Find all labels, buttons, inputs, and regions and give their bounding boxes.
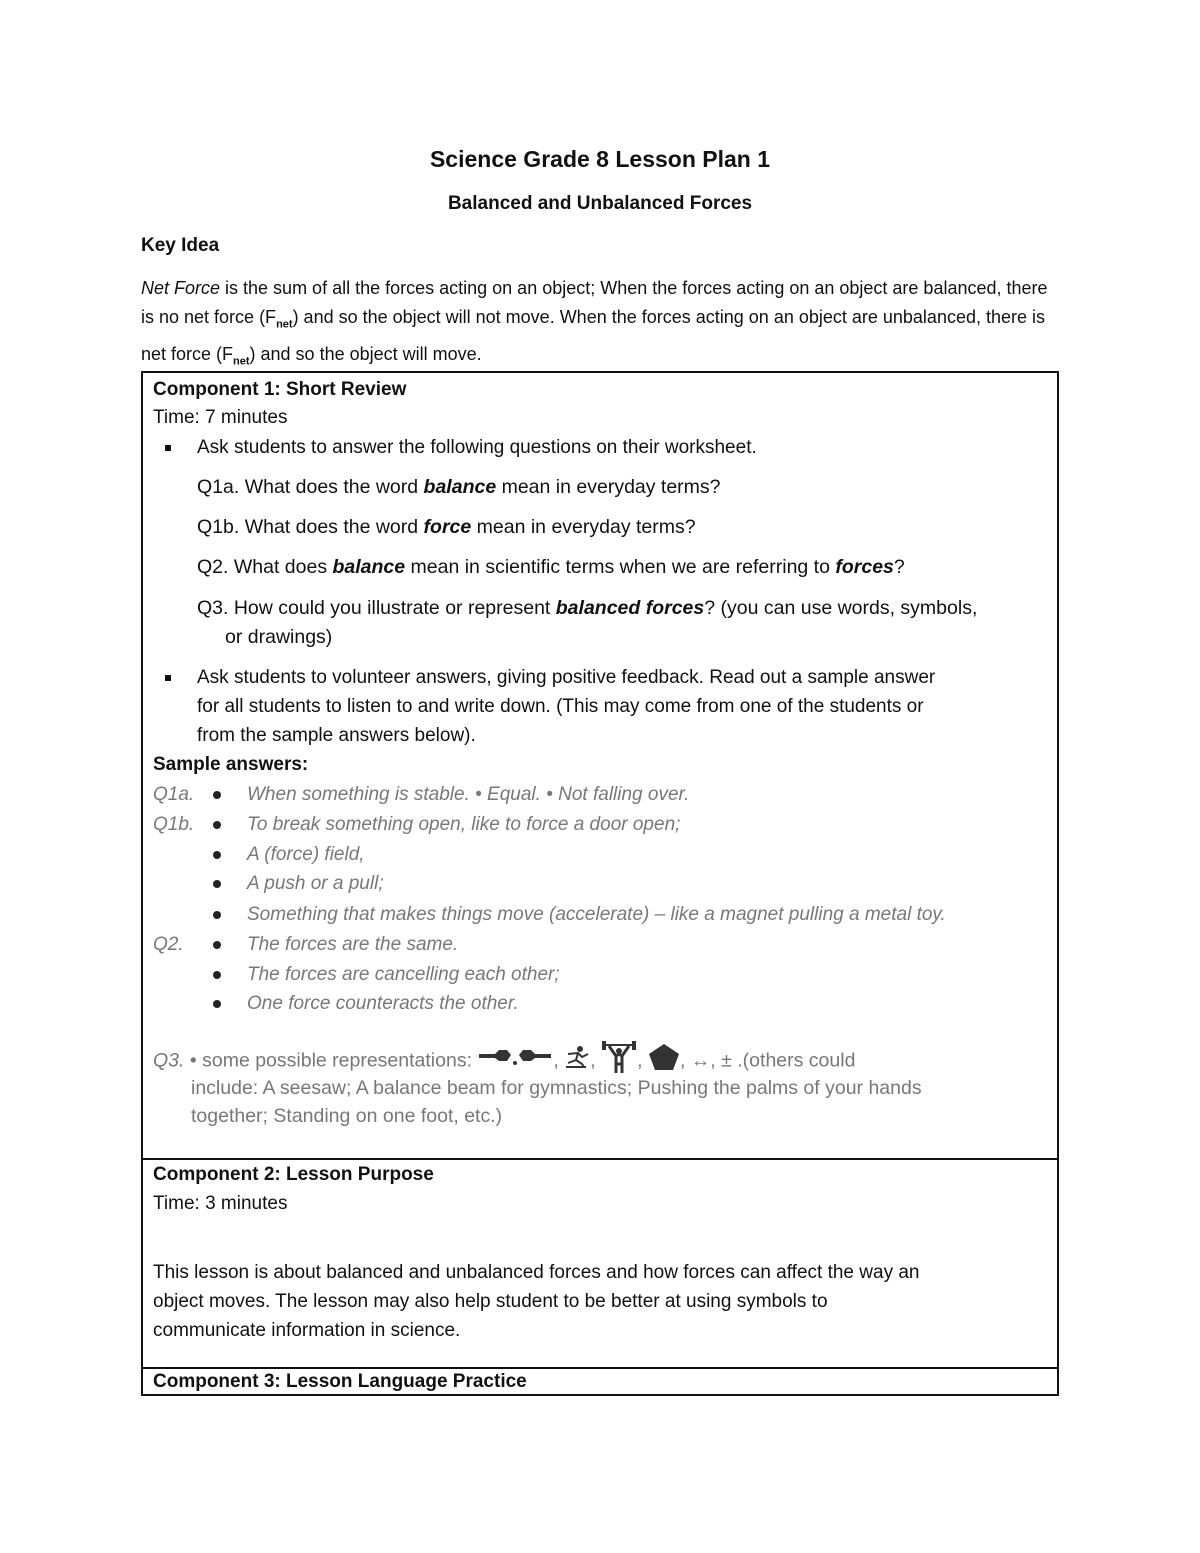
answer-label-q1a: Q1a. <box>153 784 195 805</box>
answer-q1a: When something is stable. • Equal. • Not falling over. <box>247 784 690 805</box>
q2-mid: mean in scientific terms when we are referring to <box>405 556 836 578</box>
component-2-time: Time: 3 minutes <box>153 1193 288 1214</box>
answer-q1b-4: Something that makes things move (accelerate) – like a magnet pulling a metal toy. <box>247 904 946 925</box>
component-2-heading: Component 2: Lesson Purpose <box>153 1164 434 1185</box>
document-title: Science Grade 8 Lesson Plan 1 <box>429 146 771 172</box>
bullet-dot-icon <box>213 941 221 949</box>
lesson-components-table <box>141 371 1059 1396</box>
q1b-post: mean in everyday terms? <box>471 516 696 538</box>
answer-q1b-2: A (force) field, <box>247 844 365 865</box>
bullet2-line-2: for all students to listen to and write down. (This may come from one of the students or <box>197 696 924 717</box>
q3-emphasis: balanced forces <box>555 597 705 619</box>
bullet-dot-icon <box>213 1000 221 1008</box>
key-idea-text-1: is the sum of all the forces acting on an object; When the forces acting on an object are balanced, there is no net force (F <box>141 278 1048 327</box>
purpose-line-3: communicate information in science. <box>153 1320 461 1341</box>
fnet-subscript: net <box>276 318 293 331</box>
bullet-dot-icon <box>213 911 221 919</box>
question-q3 <box>197 594 1057 652</box>
purpose-line-1: This lesson is about balanced and unbalanced forces and how forces can affect the way an <box>153 1262 920 1283</box>
fnet-subscript: net <box>233 355 250 368</box>
answer-q3-post: .(others could <box>737 1049 856 1072</box>
plus-minus-icon: ± <box>721 1049 732 1072</box>
bullet-dot-icon <box>213 880 221 888</box>
q3-continuation: or drawings) <box>225 626 333 648</box>
bullet-text: Ask students to answer the following questions on their worksheet. <box>197 437 757 458</box>
answer-q1b-3: A push or a pull; <box>247 873 384 894</box>
answer-label-q1b: Q1b. <box>153 814 195 835</box>
q2-emphasis-2: forces <box>835 556 894 578</box>
bullet-text <box>197 663 1047 750</box>
answer-label-q2: Q2. <box>153 934 184 955</box>
component-2-cell <box>143 1158 1057 1367</box>
purpose-line-2: object moves. The lesson may also help student to be better at using symbols to <box>153 1291 828 1312</box>
opposing-hands-icon <box>477 1046 553 1077</box>
key-idea-heading: Key Idea <box>141 235 220 256</box>
bullet2-line-3: from the sample answers below). <box>197 725 476 746</box>
q1a-emphasis: balance <box>423 476 497 498</box>
component-1-heading: Component 1: Short Review <box>153 379 407 400</box>
answer-q3-line-1: Q3. • some possible representations: , , , , ↔, ± .(others could <box>153 1040 1043 1083</box>
lesson-purpose-paragraph <box>153 1258 1033 1345</box>
answer-q2-1: The forces are the same. <box>247 934 459 955</box>
component-3-heading: Component 3: Lesson Language Practice <box>153 1371 527 1392</box>
question-q1b <box>197 513 1057 542</box>
q1a-post: mean in everyday terms? <box>496 476 721 498</box>
answer-q3-pre: • some possible representations: <box>184 1049 478 1072</box>
question-q2 <box>197 553 1057 582</box>
answer-q3-line-3: together; Standing on one foot, etc.) <box>191 1105 503 1127</box>
question-q1a <box>197 473 1057 502</box>
q3-post: ? (you can use words, symbols, <box>704 597 978 619</box>
q1a-pre: Q1a. What does the word <box>197 476 424 498</box>
answer-label-q3: Q3. <box>153 1049 185 1072</box>
key-idea-text-2: ) and so the object will not move. When the forces acting on an object are unbalanced, there is net force (F <box>141 307 1046 364</box>
sample-answers-heading: Sample answers: <box>153 754 309 775</box>
bullet-dot-icon <box>213 971 221 979</box>
square-bullet-icon <box>165 445 171 451</box>
answer-q2-2: The forces are cancelling each other; <box>247 964 560 985</box>
q1b-emphasis: force <box>423 516 472 538</box>
bullet2-line-1: Ask students to volunteer answers, giving positive feedback. Read out a sample answer <box>197 667 936 688</box>
q2-post: ? <box>893 556 905 578</box>
bullet-dot-icon <box>213 851 221 859</box>
answer-q1b-1: To break something open, like to force a door open; <box>247 814 681 835</box>
square-bullet-icon <box>165 675 171 681</box>
key-idea-text-3: ) and so the object will move. <box>249 343 482 364</box>
component-1-cell <box>143 373 1057 1158</box>
q2-emphasis-1: balance <box>332 556 406 578</box>
document-subtitle: Balanced and Unbalanced Forces <box>447 193 753 214</box>
q3-pre: Q3. How could you illustrate or represent <box>197 597 556 619</box>
bullet-dot-icon <box>213 821 221 829</box>
answer-q2-3: One force counteracts the other. <box>247 993 519 1014</box>
answer-q3-line-2: include: A seesaw; A balance beam for gymnastics; Pushing the palms of your hands <box>191 1077 922 1099</box>
q2-pre: Q2. What does <box>197 556 333 578</box>
double-arrow-icon: ↔ <box>690 1049 711 1072</box>
key-idea-paragraph <box>141 274 1061 376</box>
component-1-time: Time: 7 minutes <box>153 407 288 428</box>
bullet-dot-icon <box>213 791 221 799</box>
q1b-pre: Q1b. What does the word <box>197 516 424 538</box>
component-3-cell <box>143 1367 1057 1396</box>
key-idea-term: Net Force <box>141 278 221 298</box>
